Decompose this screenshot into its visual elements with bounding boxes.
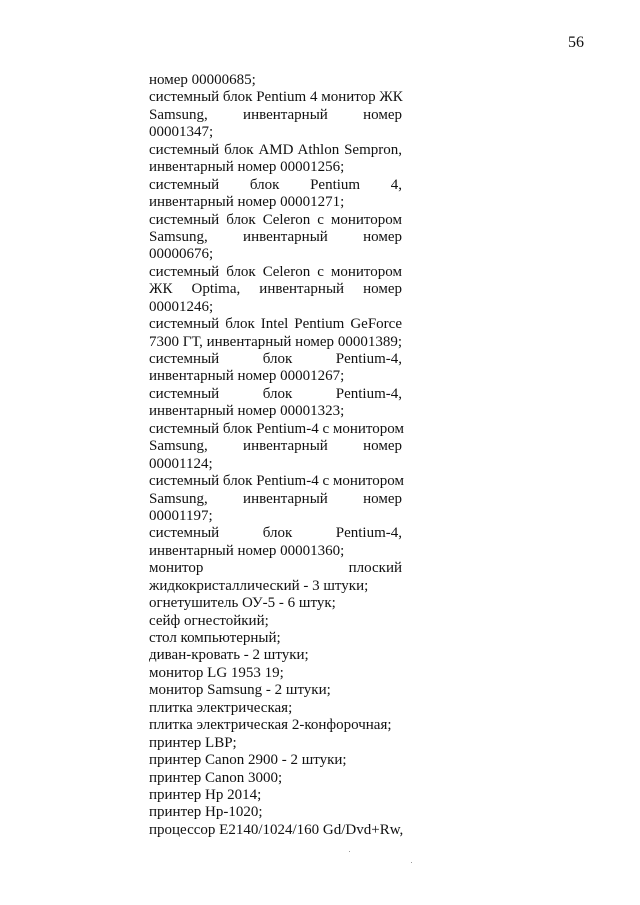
text-line: системный блок AMD Athlon Sempron, — [149, 141, 402, 158]
text-line: 00001197; — [149, 507, 213, 524]
text-line: плитка электрическая; — [149, 699, 293, 716]
text-line: номер 00000685; — [149, 72, 256, 88]
text-line: системный блок Celeron с монитором — [149, 211, 402, 228]
text-line: инвентарный номер 00001323; — [149, 403, 345, 420]
text-line: монитор Samsung - 2 штуки; — [149, 682, 331, 699]
text-line: системный блок Celeron с монитором — [149, 263, 402, 280]
text-line: инвентарный номер 00001267; — [149, 368, 345, 385]
text-line: системный блок Intel Pentium GeForce — [149, 316, 402, 333]
text-line: принтер Canon 2900 - 2 штуки; — [149, 752, 347, 769]
text-line: монитор плоский — [149, 560, 402, 577]
text-line: системный блок Pentium 4, — [149, 176, 402, 193]
text-line: диван-кровать - 2 штуки; — [149, 647, 309, 664]
text-line: системный блок Pentium-4 с монитором — [149, 473, 404, 490]
text-line: Samsung, инвентарный номер — [149, 228, 402, 245]
text-line: принтер Hp-1020; — [149, 804, 263, 821]
scan-speck — [411, 862, 412, 863]
text-line: сейф огнестойкий; — [149, 612, 269, 629]
text-line: инвентарный номер 00001360; — [149, 542, 345, 559]
text-line: системный блок Pentium-4, — [149, 351, 402, 367]
text-line: Samsung, инвентарный номер — [149, 438, 402, 455]
text-line: Samsung, инвентарный номер — [149, 490, 402, 507]
text-line: жидкокристаллический - 3 штуки; — [149, 577, 369, 594]
page-number: 56 — [568, 34, 584, 51]
text-line: Samsung, инвентарный номер — [149, 106, 402, 123]
text-line: принтер Hp 2014; — [149, 786, 262, 803]
text-line: 7300 ГТ, инвентарный номер 00001389; — [149, 333, 402, 350]
text-line: плитка электрическая 2-конфорочная; — [149, 717, 392, 734]
text-line: инвентарный номер 00001256; — [149, 159, 345, 176]
text-line: 00001347; — [149, 124, 214, 141]
text-line: системный блок Pentium-4, — [149, 385, 402, 402]
text-line: стол компьютерный; — [149, 630, 281, 646]
text-line: инвентарный номер 00001271; — [149, 194, 345, 211]
text-line: 00000676; — [149, 246, 214, 263]
text-line: принтер Canon 3000; — [149, 769, 283, 786]
text-line: огнетушитель ОУ-5 - 6 штук; — [149, 595, 336, 612]
inventory-list — [149, 72, 402, 839]
text-line: 00001246; — [149, 298, 214, 315]
text-line: системный блок Pentium-4, — [149, 525, 402, 542]
text-line: процессор E2140/1024/160 Gd/Dvd+Rw, — [149, 821, 404, 838]
text-line: системный блок Pentium 4 монитор ЖК — [149, 89, 403, 106]
text-line: монитор LG 1953 19; — [149, 664, 284, 681]
text-line: ЖК Optima, инвентарный номер — [149, 281, 402, 298]
scan-speck — [349, 851, 350, 852]
text-line: системный блок Pentium-4 с монитором — [149, 420, 404, 437]
text-line: 00001124; — [149, 455, 213, 472]
text-line: принтер LBP; — [149, 734, 237, 751]
